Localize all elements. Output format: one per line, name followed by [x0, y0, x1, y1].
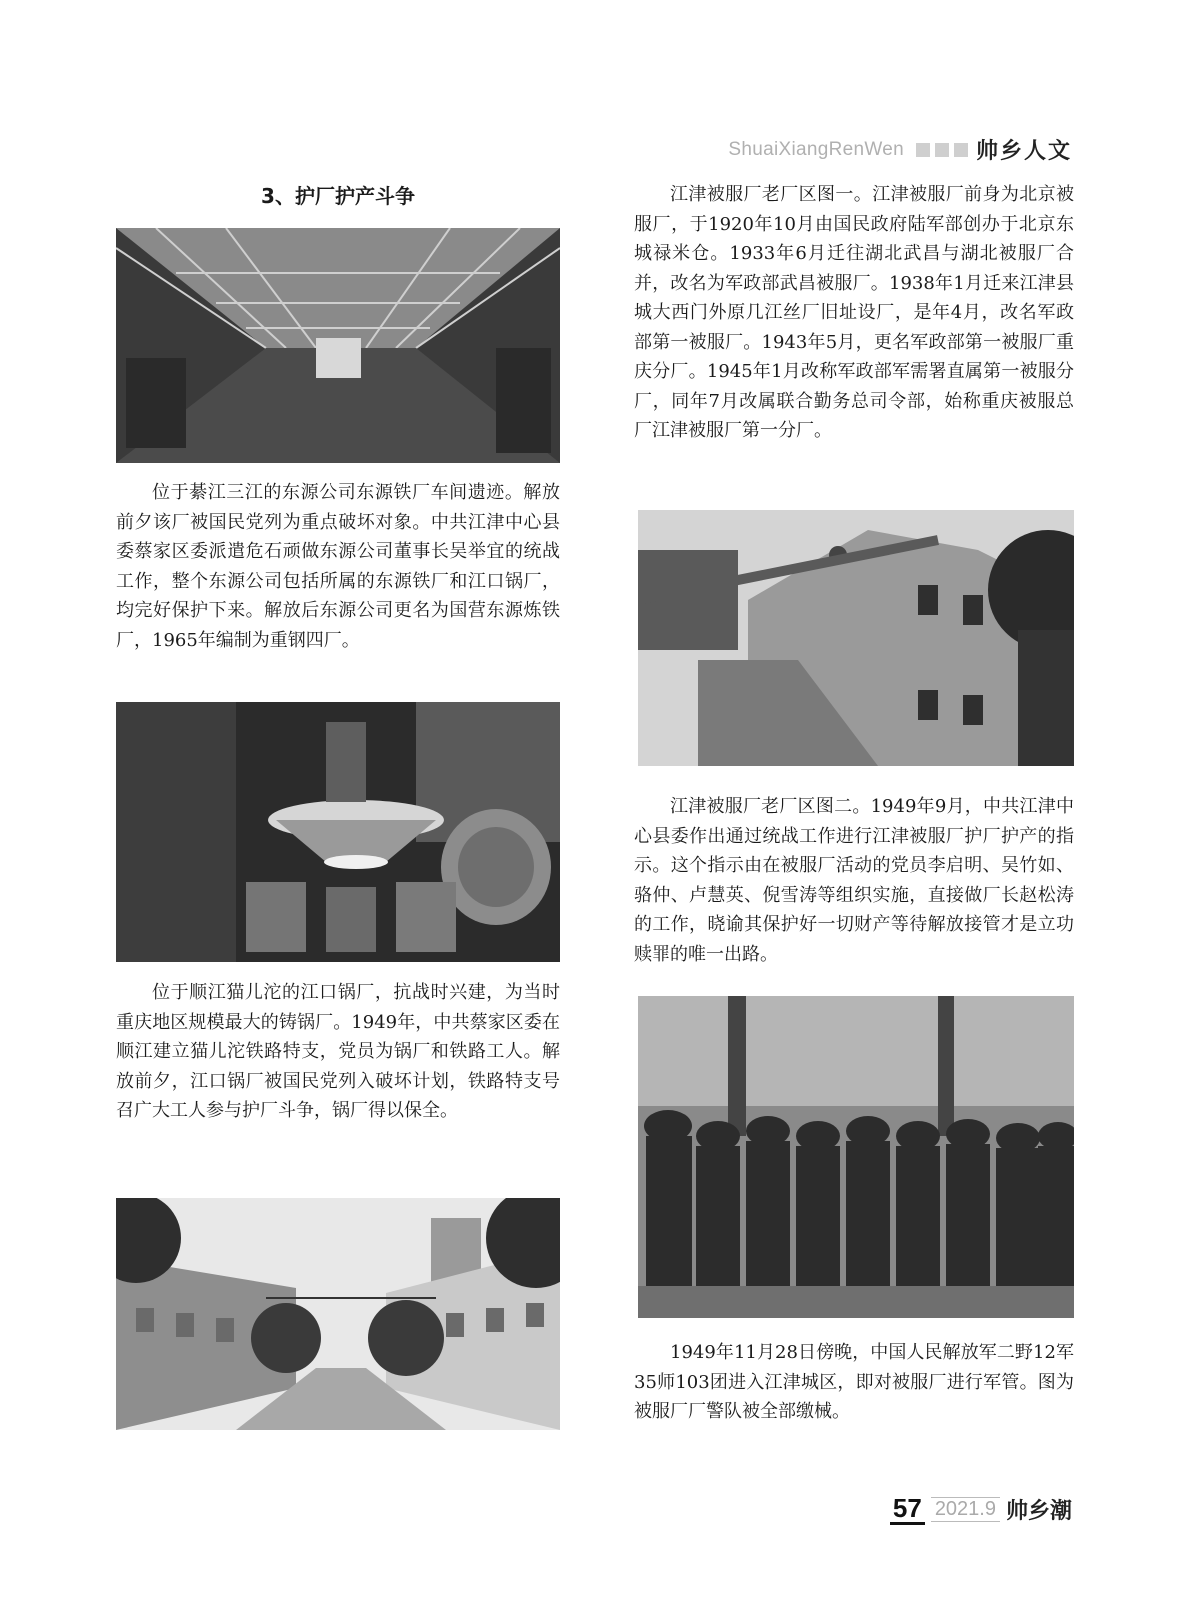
section-heading: 3、护厂护产斗争: [261, 184, 415, 208]
photo-wok-factory: [116, 702, 560, 962]
magazine-name: 帅乡潮: [1005, 1499, 1072, 1524]
photo-disarmed-guards: [638, 996, 1074, 1318]
page-number: 57: [890, 1494, 925, 1525]
page-footer: [890, 1494, 1072, 1525]
section-title-cn: 帅乡人文: [975, 139, 1072, 164]
photo-factory-street: [116, 1198, 560, 1430]
caption-jiangkou-wok: 位于顺江猫儿沱的江口锅厂，抗战时兴建，为当时重庆地区规模最大的铸锅厂。1949年，中共蔡家区委在顺江建立猫儿沱铁路特支，党员为锅厂和铁路工人。解放前夕，江口锅厂被国民党列入破坏计划，铁路特支号召广大工人参与护厂斗争，锅厂得以保全。: [116, 982, 560, 1121]
photo-uniform-factory-building: [638, 510, 1074, 766]
caption-dongyuan-iron: 位于綦江三江的东源公司东源铁厂车间遗迹。解放前夕该厂被国民党列为重点破坏对象。中共江津中心县委蔡家区委派遣危石顽做东源公司董事长吴举宜的统战工作，整个东源公司包括所属的东源铁厂和江口锅厂，均完好保护下来。解放后东源公司更名为国营东源炼铁厂，1965年编制为重钢四厂。: [116, 482, 560, 651]
caption-jiangjin-uniform-1: 江津被服厂老厂区图一。江津被服厂前身为北京被服厂，于1920年10月由国民政府陆军部创办于北京东城禄米仓。1933年6月迁往湖北武昌与湖北被服厂合并，改名为军政部武昌被服厂。1938年1月迁来江津县城大西门外原几江丝厂旧址设厂，是年4月，改名军政部第一被服厂。1943年5月，更名军政部第一被服厂重庆分厂。1945年1月改称军政部军需署直属第一被服分厂，同年7月改属联合勤务总司令部，始称重庆被服总厂江津被服厂第一分厂。: [634, 184, 1074, 441]
header-decoration: [916, 143, 968, 157]
page-header: [728, 134, 1072, 165]
caption-jiangjin-uniform-2: 江津被服厂老厂区图二。1949年9月，中共江津中心县委作出通过统战工作进行江津被服厂护厂护产的指示。这个指示由在被服厂活动的党员李启明、吴竹如、骆仲、卢慧英、倪雪涛等组织实施，直接做厂长赵松涛的工作，晓谕其保护好一切财产等待解放接管才是立功赎罪的唯一出路。: [634, 796, 1074, 965]
issue-date: 2021.9: [931, 1497, 1000, 1522]
photo-factory-workshop: [116, 228, 560, 463]
section-title-en: ShuaiXiangRenWen: [728, 138, 904, 160]
caption-pla-entry: 1949年11月28日傍晚，中国人民解放军二野12军35师103团进入江津城区，即对被服厂进行军管。图为被服厂厂警队被全部缴械。: [634, 1342, 1074, 1422]
